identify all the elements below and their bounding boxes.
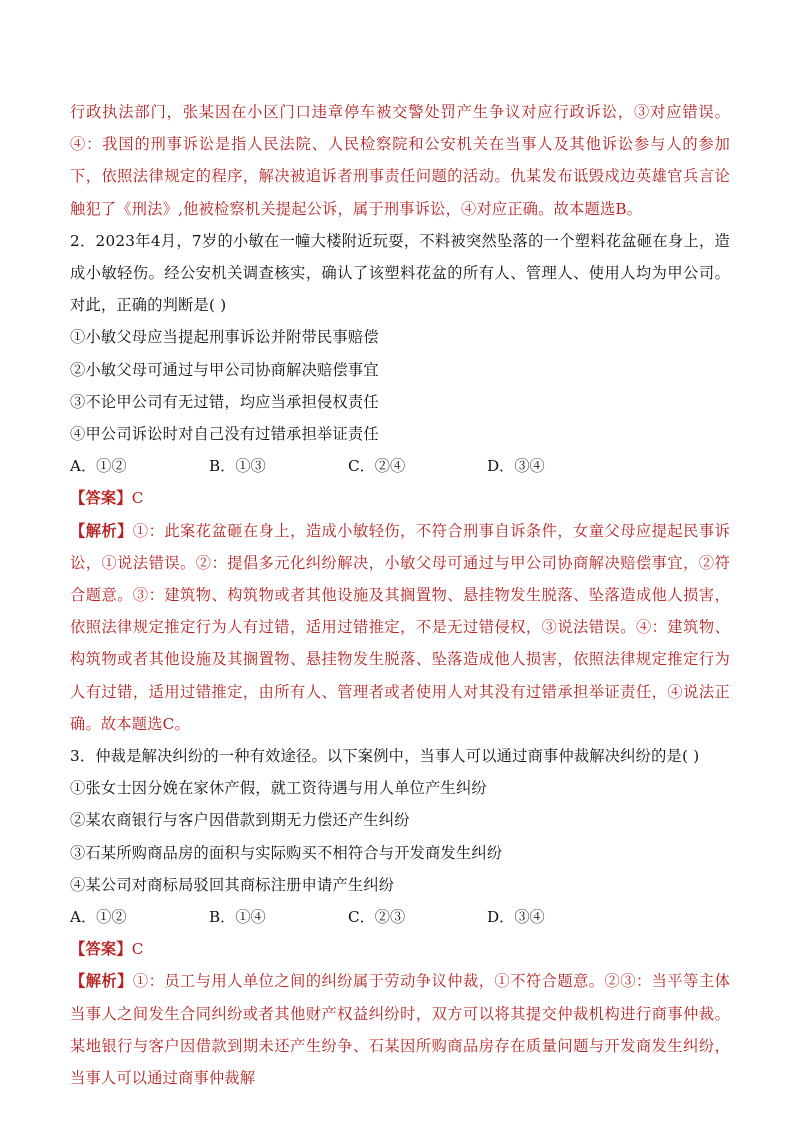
question-3-option-1: ①张女士因分娩在家休产假，就工资待遇与用人单位产生纠纷 [70, 779, 487, 798]
question-3-choices [70, 901, 730, 933]
answer-label: 【答案】 [70, 940, 132, 959]
question-2-choices [70, 450, 730, 482]
question-2-option-3: ③不论甲公司有无过错，均应当承担侵权责任 [70, 392, 379, 411]
answer-value: C [131, 489, 144, 508]
question-3-choice-d: D．③④ [487, 908, 545, 927]
analysis-label: 【解析】 [70, 521, 133, 540]
question-2-analysis [70, 515, 730, 740]
question-2-stem: 2．2023年4月，7岁的小敏在一幢大楼附近玩耍，不料被突然坠落的一个塑料花盆砸在身上，造成小敏轻伤。经公安机关调查核实，确认了该塑料花盆的所有人、管理人、使用人均为甲公司。对此，正确的判断是( ) [70, 231, 730, 315]
question-2-choice-b: B．①③ [209, 457, 266, 476]
question-2-choice-d: D．③④ [487, 457, 545, 476]
question-3-analysis [70, 965, 730, 1094]
question-2-choice-a: A．①② [70, 457, 127, 476]
question-3-choice-a: A．①② [70, 908, 127, 927]
answer-label: 【答案】 [70, 489, 132, 508]
answer-value: C [131, 940, 144, 959]
question-2-option-2: ②小敏父母可通过与甲公司协商解决赔偿事宜 [70, 360, 379, 379]
question-3-option-4: ④某公司对商标局驳回其商标注册申请产生纠纷 [70, 875, 395, 894]
question-2-choice-c: C．②④ [348, 457, 406, 476]
analysis-label: 【解析】 [70, 972, 133, 991]
question-3-option-3: ③石某所购商品房的面积与实际购买不相符合与开发商发生纠纷 [70, 843, 503, 862]
question-3-choice-c: C．②③ [348, 908, 406, 927]
question-3-answer [70, 933, 730, 965]
analysis-text: ①：员工与用人单位之间的纠纷属于劳动争议仲裁，①不符合题意。②③：当平等主体当事人之间发生合同纠纷或者其他财产权益纠纷时，双方可以将其提交仲裁机构进行商事仲裁。某地银行与客户因借款到期未还产生纷争、石某因所购商品房存在质量问题与开发商发生纠纷，当事人可以通过商事仲裁解 [70, 972, 731, 1088]
analysis-text: ①：此案花盆砸在身上，造成小敏轻伤，不符合刑事自诉条件，女童父母应提起民事诉讼，①说法错误。②：提倡多元化纠纷解决，小敏父母可通过与甲公司协商解决赔偿事宜，②符合题意。③：建筑物、构筑物或者其他设施及其搁置物、悬挂物发生脱落、坠落造成他人损害，依照法律规定推定行为人有过错，适用过错推定，不是无过错侵权，③说法错误。④：建筑物、构筑物或者其他设施及其搁置物、悬挂物发生脱落、坠落造成他人损害，依照法律规定推定行为人有过错，适用过错推定，由所有人、管理者或者使用人对其没有过错承担举证责任，④说法正确。故本题选C。 [70, 521, 731, 733]
question-2-answer [70, 482, 730, 514]
question-3-option-2: ②某农商银行与客户因借款到期无力偿还产生纠纷 [70, 811, 410, 830]
question-2-option-4: ④甲公司诉讼时对自己没有过错承担举证责任 [70, 425, 379, 444]
document-page [70, 96, 730, 1094]
question-3-stem: 3．仲裁是解决纠纷的一种有效途径。以下案例中，当事人可以通过商事仲裁解决纠纷的是( ) [70, 747, 700, 766]
prev-analysis-continuation: 行政执法部门，张某因在小区门口违章停车被交警处罚产生争议对应行政诉讼，③对应错误。④：我国的刑事诉讼是指人民法院、人民检察院和公安机关在当事人及其他诉讼参与人的参加下，依照法律规定的程序，解决被追诉者刑事责任问题的活动。仇某发布诋毁戍边英雄官兵言论触犯了《刑法》,他被检察机关提起公诉，属于刑事诉讼，④对应正确。故本题选B。 [70, 103, 730, 218]
question-2-option-1: ①小敏父母应当提起刑事诉讼并附带民事赔偿 [70, 328, 379, 347]
question-3-choice-b: B．①④ [209, 908, 266, 927]
